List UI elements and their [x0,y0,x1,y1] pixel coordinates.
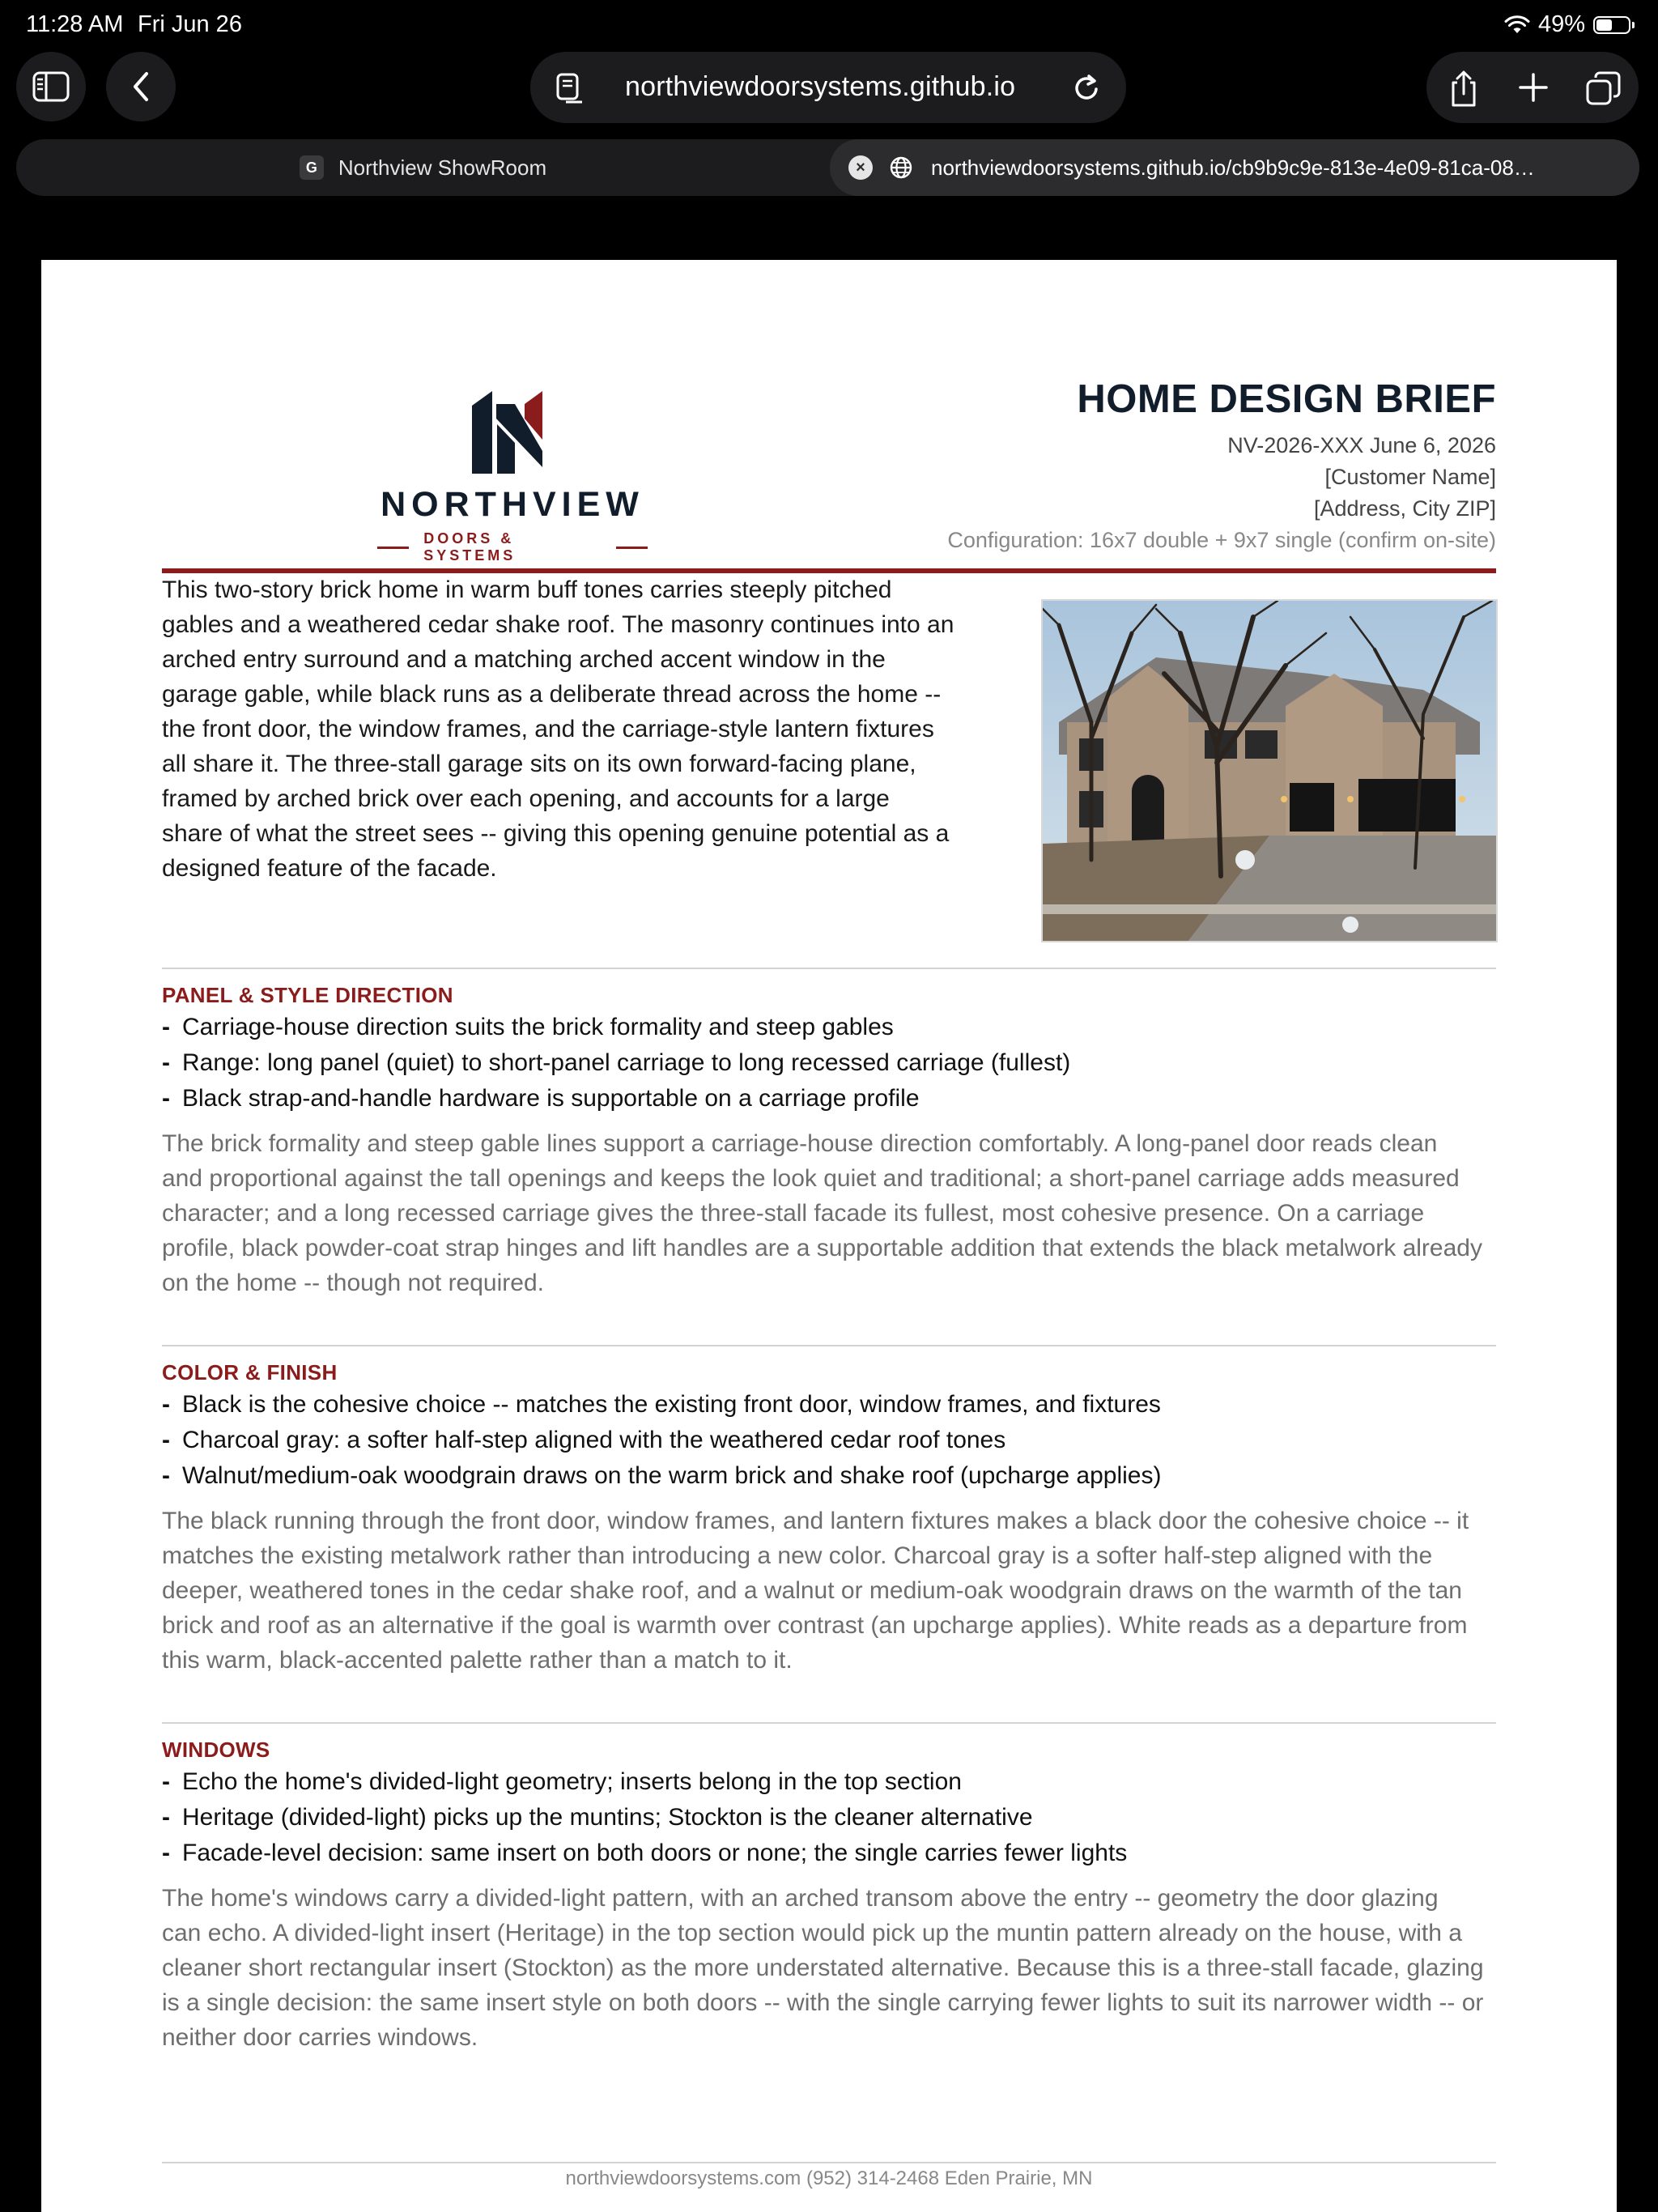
bullet-item: - Echo the home's divided-light geometry; inserts belong in the top section [162,1764,1506,1800]
intro-line: designed feature of the facade. [162,855,497,882]
battery-percent: 49% [1537,11,1585,37]
section-divider [162,1722,1496,1724]
bullet-item: - Black is the cohesive choice -- matches the existing front door, window frames, and fixtures [162,1387,1506,1423]
body-line: can echo. A divided-light insert (Heritage) in the top section would pick up the muntin pattern already on the house, with a [162,1920,1462,1946]
section-body [162,1881,1506,2055]
section-title: PANEL & STYLE DIRECTION [162,983,453,1007]
body-line: The brick formality and steep gable lines support a carriage-house direction comfortably. A long-panel door reads clean [162,1130,1438,1157]
body-line: is a single decision: the same insert style on both doors -- with the single carrying fewer lights to suit its narrower width -- or [162,1989,1484,2016]
bullet-text: Walnut/medium-oak woodgrain draws on the warm brick and shake roof (upcharge applies) [182,1462,1162,1489]
logo-subline [363,530,662,564]
tabs-overview-icon[interactable] [1584,70,1623,107]
bullet-text: Black is the cohesive choice -- matches the existing front door, window frames, and fixtures [182,1391,1161,1418]
body-line: The home's windows carry a divided-light pattern, with an arched transom above the entry -- geometry the door glazing [162,1885,1439,1912]
back-icon [130,70,151,103]
bullet-text: Echo the home's divided-light geometry; inserts belong in the top section [182,1768,962,1795]
section-title: COLOR & FINISH [162,1360,338,1385]
section-color-finish [162,1358,1506,1678]
logo-wordmark: NORTHVIEW [380,485,644,524]
bullet-text: Carriage-house direction suits the brick formality and steep gables [182,1014,894,1040]
intro-line: framed by arched brick over each opening, and accounts for a large [162,785,890,812]
body-line: and proportional against the tall openings and keeps the look quiet and traditional; a short-panel carriage adds measured [162,1165,1460,1192]
intro-line: arched entry surround and a matching arched accent window in the [162,646,886,673]
bullet-item: - Facade-level decision: same insert on both doors or none; the single carries fewer lights [162,1836,1506,1871]
bullet-item: - Range: long panel (quiet) to short-panel carriage to long recessed carriage (fullest) [162,1045,1506,1081]
intro-line: This two-story brick home in warm buff tones carries steeply pitched [162,576,892,603]
bullet-text: Charcoal gray: a softer half-step aligned with the weathered cedar roof tones [182,1427,1006,1453]
bullet-text: Heritage (divided-light) picks up the muntins; Stockton is the cleaner alternative [182,1804,1033,1831]
status-bar [0,0,1658,52]
section-panel-style [162,981,1506,1300]
northview-logo-mark [468,389,557,474]
intro-line: all share it. The three-stall garage sits on its own forward-facing plane, [162,751,916,777]
bullet-text: Range: long panel (quiet) to short-panel carriage to long recessed carriage (fullest) [182,1049,1071,1076]
body-line: deeper, weathered tones in the cedar shake roof, and a walnut or medium-oak woodgrain draws on the warmth of the tan [162,1577,1462,1604]
address-bar[interactable] [530,52,1126,123]
share-icon[interactable] [1446,70,1482,108]
section-windows [162,1735,1506,2055]
bullet-text: Facade-level decision: same insert on both doors or none; the single carries fewer lights [182,1840,1128,1866]
status-indicators [1504,11,1630,38]
section-title: WINDOWS [162,1738,270,1762]
toolbar-actions [1426,52,1639,123]
bullet-item: - Carriage-house direction suits the brick formality and steep gables [162,1010,1506,1045]
intro-paragraph [162,572,971,886]
customer-name: [Customer Name] [1324,465,1496,489]
design-brief-document [41,260,1617,2212]
body-line: cleaner short rectangular insert (Stockton) as the more understated alternative. Because this is a three-stall facade, glazing [162,1955,1484,1981]
tab-label: northviewdoorsystems.github.io/cb9b9c9e-813e-4e09-81ca-08… [931,155,1535,180]
bullet-item: - Black strap-and-handle hardware is supportable on a carriage profile [162,1081,1506,1117]
bullet-item: - Charcoal gray: a softer half-step aligned with the weathered cedar roof tones [162,1423,1506,1458]
globe-icon [889,155,913,180]
tab-bar [16,139,1639,196]
intro-line: gables and a weathered cedar shake roof. The masonry continues into an [162,611,954,638]
customer-address: [Address, City ZIP] [1313,496,1496,521]
body-line: this warm, black-accented palette rather than a match to it. [162,1647,793,1674]
bullet-text: Black strap-and-handle hardware is supportable on a carriage profile [182,1085,920,1112]
new-tab-icon[interactable] [1516,70,1551,105]
intro-line: the front door, the window frames, and the carriage-style lantern fixtures [162,716,934,742]
sidebar-icon [32,70,70,103]
body-line: character; and a long recessed carriage gives the three-stall facade its fullest, most cohesive presence. On a carriage [162,1200,1425,1227]
northview-logo [363,389,703,564]
house-photo [1041,599,1498,942]
footer-divider [162,2162,1496,2163]
brief-header [947,376,1496,556]
favicon-icon: G [300,155,324,180]
tab-label: Northview ShowRoom [338,155,547,180]
page-title: HOME DESIGN BRIEF [1077,377,1496,421]
configuration-line: Configuration: 16x7 double + 9x7 single (confirm on-site) [947,528,1496,552]
close-tab-icon[interactable]: × [848,155,873,180]
body-line: neither door carries windows. [162,2024,478,2051]
body-line: on the home -- though not required. [162,1270,544,1296]
body-line: profile, black powder-coat strap hinges and lift handles are a supportable addition that extends the black metalwork already [162,1235,1482,1261]
status-date: Fri Jun 26 [138,11,242,37]
url-text: northviewdoorsystems.github.io [625,71,1016,102]
reference-line: NV-2026-XXX June 6, 2026 [1227,433,1496,457]
page-settings-icon[interactable] [555,70,587,105]
tab-northview-showroom[interactable] [16,139,830,196]
status-time: 11:28 AM [26,11,124,37]
logo-subline-text: DOORS & SYSTEMS [423,530,517,564]
battery-level [1596,19,1612,31]
bullet-item: - Walnut/medium-oak woodgrain draws on the warm brick and shake roof (upcharge applies) [162,1458,1506,1494]
body-line: matches the existing metalwork rather than introducing a new color. Charcoal gray is a softer half-step aligned with the [162,1542,1433,1569]
reload-icon[interactable] [1071,70,1103,105]
section-body [162,1504,1506,1678]
back-button[interactable] [106,52,176,121]
body-line: The black running through the front door, window frames, and lantern fixtures makes a black door the cohesive choice -- it [162,1508,1469,1534]
body-line: brick and roof as an alternative if the goal is warmth over contrast (an upcharge applies). White reads as a departure from [162,1612,1468,1639]
tab-active-page[interactable] [830,139,1639,196]
battery-icon [1593,16,1630,34]
section-divider [162,1345,1496,1346]
intro-line: share of what the street sees -- giving this opening genuine potential as a [162,820,950,847]
wifi-icon [1504,15,1530,35]
sidebar-button[interactable] [16,52,86,121]
footer-contact: northviewdoorsystems.com (952) 314-2468 Eden Prairie, MN [565,2167,1093,2189]
intro-line: garage gable, while black runs as a deliberate thread across the home -- [162,681,942,708]
section-body [162,1126,1506,1300]
section-divider [162,968,1496,969]
bullet-item: - Heritage (divided-light) picks up the muntins; Stockton is the cleaner alternative [162,1800,1506,1836]
